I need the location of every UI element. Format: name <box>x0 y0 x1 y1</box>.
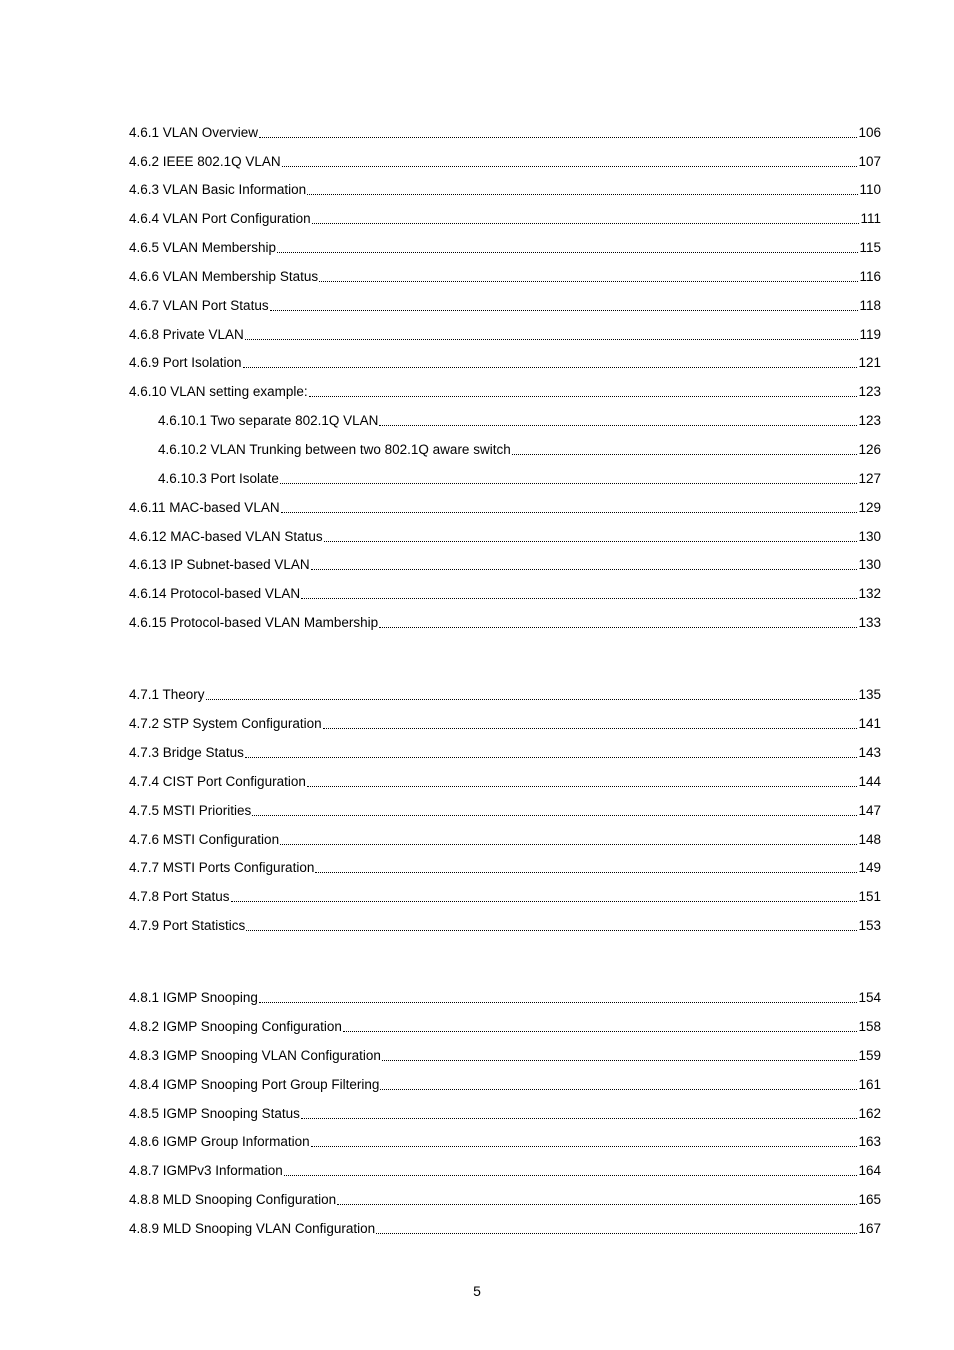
toc-entry-title: 4.6.11 MAC-based VLAN <box>129 500 280 515</box>
toc-entry[interactable] <box>129 1220 881 1238</box>
toc-entry-title: 4.6.2 IEEE 802.1Q VLAN <box>129 154 281 169</box>
toc-leader-dots <box>281 512 858 513</box>
toc-entry-page: 161 <box>858 1077 881 1092</box>
toc-entry[interactable] <box>129 1162 881 1180</box>
toc-entry-title: 4.8.5 IGMP Snooping Status <box>129 1106 300 1121</box>
toc-entry-page: 164 <box>858 1163 881 1178</box>
toc-entry[interactable] <box>129 354 881 372</box>
toc-entry-page: 121 <box>858 355 881 370</box>
toc-leader-dots <box>282 166 858 167</box>
toc-entry[interactable] <box>129 1076 881 1094</box>
toc-entry-title: 4.8.4 IGMP Snooping Port Group Filtering <box>129 1077 380 1092</box>
toc-entry-page: 133 <box>858 615 881 630</box>
toc-entry[interactable] <box>129 585 881 603</box>
toc-entry[interactable] <box>129 802 881 820</box>
toc-leader-dots <box>206 699 858 700</box>
toc-leader-dots <box>337 1204 857 1205</box>
toc-leader-dots <box>323 728 858 729</box>
toc-entry-title: 4.7.9 Port Statistics <box>129 918 246 933</box>
toc-entry-title: 4.6.8 Private VLAN <box>129 327 244 342</box>
toc-entry-title: 4.7.4 CIST Port Configuration <box>129 774 306 789</box>
toc-entry[interactable] <box>129 773 881 791</box>
toc-leader-dots <box>343 1031 858 1032</box>
toc-subentry[interactable] <box>158 412 881 430</box>
toc-entry-page: 154 <box>858 990 881 1005</box>
toc-entry-page: 123 <box>858 413 881 428</box>
toc-entry-title: 4.6.4 VLAN Port Configuration <box>129 211 311 226</box>
toc-entry-title: 4.7.7 MSTI Ports Configuration <box>129 860 315 875</box>
toc-entry-page: 143 <box>858 745 881 760</box>
toc-entry[interactable] <box>129 528 881 546</box>
toc-entry-page: 167 <box>858 1221 881 1236</box>
toc-entry-title: 4.7.6 MSTI Configuration <box>129 832 280 847</box>
toc-entry-title: 4.8.6 IGMP Group Information <box>129 1134 310 1149</box>
toc-entry-title: 4.6.10.3 Port Isolate <box>158 471 279 486</box>
toc-entry-page: 151 <box>858 889 881 904</box>
toc-leader-dots <box>246 930 857 931</box>
toc-entry-page: 153 <box>858 918 881 933</box>
toc-entry[interactable] <box>129 326 881 344</box>
toc-entry-title: 4.6.3 VLAN Basic Information <box>129 182 307 197</box>
toc-entry-title: 4.6.14 Protocol-based VLAN <box>129 586 301 601</box>
toc-entry-title: 4.8.7 IGMPv3 Information <box>129 1163 283 1178</box>
toc-entry[interactable] <box>129 859 881 877</box>
toc-entry-page: 159 <box>858 1048 881 1063</box>
toc-entry[interactable] <box>129 556 881 574</box>
toc-leader-dots <box>280 844 857 845</box>
toc-entry-page: 163 <box>858 1134 881 1149</box>
toc-leader-dots <box>245 339 859 340</box>
toc-entry-title: 4.8.2 IGMP Snooping Configuration <box>129 1019 342 1034</box>
toc-entry[interactable] <box>129 1105 881 1123</box>
toc-subentry[interactable] <box>158 441 881 459</box>
toc-entry[interactable] <box>129 917 881 935</box>
toc-leader-dots <box>252 815 857 816</box>
toc-entry[interactable] <box>129 239 881 257</box>
toc-leader-dots <box>311 569 858 570</box>
toc-entry-page: 141 <box>858 716 881 731</box>
toc-entry-page: 118 <box>859 298 881 313</box>
toc-entry-page: 165 <box>858 1192 881 1207</box>
toc-entry[interactable] <box>129 124 881 142</box>
toc-leader-dots <box>259 1002 858 1003</box>
toc-entry-page: 129 <box>858 500 881 515</box>
toc-entry-title: 4.8.8 MLD Snooping Configuration <box>129 1192 337 1207</box>
toc-entry-page: 123 <box>858 384 881 399</box>
toc-entry-title: 4.6.10.1 Two separate 802.1Q VLAN <box>158 413 379 428</box>
toc-entry-title: 4.8.1 IGMP Snooping <box>129 990 258 1005</box>
toc-leader-dots <box>379 627 857 628</box>
toc-entry-title: 4.7.1 Theory <box>129 687 205 702</box>
toc-entry-page: 147 <box>858 803 881 818</box>
toc-leader-dots <box>382 1060 858 1061</box>
toc-entry[interactable] <box>129 268 881 286</box>
toc-entry-title: 4.6.10.2 VLAN Trunking between two 802.1Q aware switch <box>158 442 511 457</box>
toc-entry-page: 127 <box>858 471 881 486</box>
toc-leader-dots <box>277 252 858 253</box>
toc-leader-dots <box>231 901 858 902</box>
toc-leader-dots <box>307 786 858 787</box>
toc-leader-dots <box>280 483 858 484</box>
toc-entry-page: 144 <box>858 774 881 789</box>
toc-leader-dots <box>315 872 857 873</box>
toc-entry[interactable] <box>129 1018 881 1036</box>
toc-entry-page: 107 <box>858 154 881 169</box>
toc-entry[interactable] <box>129 715 881 733</box>
toc-leader-dots <box>284 1175 858 1176</box>
toc-leader-dots <box>245 757 858 758</box>
toc-entry-page: 162 <box>858 1106 881 1121</box>
toc-entry[interactable] <box>129 1133 881 1151</box>
toc-leader-dots <box>301 598 857 599</box>
toc-entry-page: 148 <box>858 832 881 847</box>
toc-entry-title: 4.6.13 IP Subnet-based VLAN <box>129 557 310 572</box>
toc-leader-dots <box>307 194 858 195</box>
toc-entry-title: 4.6.15 Protocol-based VLAN Mambership <box>129 615 379 630</box>
toc-entry-page: 135 <box>858 687 881 702</box>
toc-entry[interactable] <box>129 831 881 849</box>
toc-entry-page: 126 <box>858 442 881 457</box>
toc-entry-page: 130 <box>858 557 881 572</box>
page-number: 5 <box>473 1283 481 1299</box>
toc-entry-title: 4.6.1 VLAN Overview <box>129 125 259 140</box>
toc-leader-dots <box>380 1089 857 1090</box>
toc-entry-title: 4.8.3 IGMP Snooping VLAN Configuration <box>129 1048 381 1063</box>
toc-entry-title: 4.6.10 VLAN setting example: <box>129 384 308 399</box>
toc-entry-page: 119 <box>859 327 881 342</box>
toc-entry-title: 4.7.2 STP System Configuration <box>129 716 322 731</box>
toc-entry[interactable] <box>129 181 881 199</box>
toc-entry[interactable] <box>129 744 881 762</box>
toc-entry[interactable] <box>129 210 881 228</box>
toc-entry-page: 149 <box>858 860 881 875</box>
toc-entry-title: 4.7.5 MSTI Priorities <box>129 803 252 818</box>
toc-leader-dots <box>312 223 860 224</box>
toc-leader-dots <box>301 1118 858 1119</box>
toc-entry-page: 106 <box>858 125 881 140</box>
toc-entry-title: 4.6.6 VLAN Membership Status <box>129 269 319 284</box>
toc-entry-page: 110 <box>859 182 881 197</box>
toc-entry[interactable] <box>129 989 881 1007</box>
toc-entry-page: 132 <box>858 586 881 601</box>
toc-entry[interactable] <box>129 1047 881 1065</box>
toc-leader-dots <box>259 137 857 138</box>
toc-entry[interactable] <box>129 888 881 906</box>
toc-entry[interactable] <box>129 383 881 401</box>
toc-entry-page: 158 <box>858 1019 881 1034</box>
toc-leader-dots <box>270 310 859 311</box>
toc-entry-title: 4.8.9 MLD Snooping VLAN Configuration <box>129 1221 376 1236</box>
toc-leader-dots <box>324 541 858 542</box>
toc-leader-dots <box>376 1233 857 1234</box>
toc-leader-dots <box>311 1146 858 1147</box>
toc-entry-title: 4.6.7 VLAN Port Status <box>129 298 269 313</box>
toc-leader-dots <box>309 396 858 397</box>
toc-leader-dots <box>512 454 858 455</box>
toc-entry-page: 130 <box>858 529 881 544</box>
toc-leader-dots <box>319 281 858 282</box>
toc-entry-title: 4.6.5 VLAN Membership <box>129 240 277 255</box>
toc-entry-title: 4.6.9 Port Isolation <box>129 355 242 370</box>
toc-entry-page: 111 <box>860 211 881 226</box>
toc-entry-title: 4.6.12 MAC-based VLAN Status <box>129 529 323 544</box>
toc-leader-dots <box>243 367 858 368</box>
toc-entry-page: 116 <box>859 269 881 284</box>
toc-entry[interactable] <box>129 153 881 171</box>
toc-entry-page: 115 <box>859 240 881 255</box>
toc-entry[interactable] <box>129 1191 881 1209</box>
toc-entry-title: 4.7.8 Port Status <box>129 889 230 904</box>
toc-entry[interactable] <box>129 614 881 632</box>
toc-entry[interactable] <box>129 499 881 517</box>
toc-entry[interactable] <box>129 297 881 315</box>
toc-entry-title: 4.7.3 Bridge Status <box>129 745 244 760</box>
toc-entry[interactable] <box>129 686 881 704</box>
toc-leader-dots <box>379 425 857 426</box>
toc-subentry[interactable] <box>158 470 881 488</box>
